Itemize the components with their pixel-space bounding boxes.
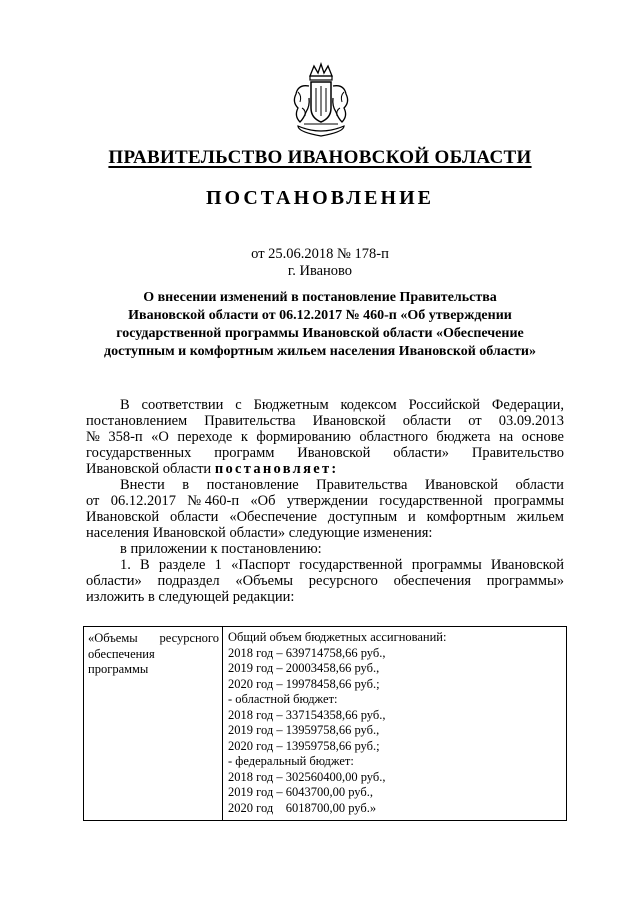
table-value-line: 2020 год – 13959758,66 руб.;: [228, 738, 380, 753]
funding-table: [83, 626, 567, 821]
body-line: области» подраздел «Объемы ресурсного обеспечения программы»: [86, 573, 564, 589]
table-value-cell: [228, 630, 558, 816]
document-city: г. Иваново: [287, 263, 353, 279]
decree-word: постановляет:: [214, 461, 339, 477]
table-value-line: 2020 год – 19978458,66 руб.;: [228, 676, 380, 691]
body-line: Ивановской области «Обеспечение доступным и комфортным жильем: [86, 509, 564, 525]
table-value-line: 2019 год – 13959758,66 руб.,: [228, 723, 380, 737]
document-type: ПОСТАНОВЛЕНИЕ: [206, 187, 434, 209]
body-line: № 358-п «О переходе к формированию областного бюджета на основе: [86, 429, 564, 445]
coat-of-arms-icon: [288, 62, 354, 138]
body-line: населения Ивановской области» следующие изменения:: [86, 525, 433, 541]
body-line: государственных программ Ивановской области» Правительство: [86, 445, 564, 461]
table-label-cell: «Объемы ресурсного обеспечения программы: [88, 631, 219, 676]
body-line: в приложении к постановлению:: [120, 541, 322, 557]
document-heading: [90, 289, 550, 361]
table-value-line: 2018 год – 337154358,66 руб.,: [228, 707, 386, 722]
body-line: В соответствии с Бюджетным кодексом Российской Федерации,: [120, 397, 564, 413]
table-value-line: 2019 год – 6043700,00 руб.,: [228, 785, 373, 799]
document-date-number: от 25.06.2018 № 178-п: [251, 246, 389, 262]
table-value-line: Общий объем бюджетных ассигнований:: [228, 630, 447, 644]
heading-line: доступным и комфортным жильем населения Ивановской области»: [104, 344, 536, 359]
heading-line: Ивановской области от 06.12.2017 № 460-п «Об утверждении: [128, 308, 512, 323]
table-value-line: - областной бюджет:: [228, 692, 338, 706]
body-line: от 06.12.2017 № 460-п «Об утверждении государственной программы: [86, 493, 564, 509]
heading-line: государственной программы Ивановской области «Обеспечение: [116, 326, 524, 341]
document-body: [86, 397, 564, 605]
body-line: Внести в постановление Правительства Ивановской области: [120, 477, 564, 493]
table-value-line: - федеральный бюджет:: [228, 754, 354, 768]
table-value-line: 2018 год – 302560400,00 руб.,: [228, 769, 386, 784]
table-value-line: 2020 год 6018700,00 руб.»: [228, 800, 377, 815]
body-line: изложить в следующей редакции:: [86, 589, 295, 605]
table-value-line: 2018 год – 639714758,66 руб.,: [228, 645, 386, 660]
table-value-line: 2019 год – 20003458,66 руб.,: [228, 661, 380, 675]
heading-line: О внесении изменений в постановление Правительства: [143, 290, 497, 305]
body-line: постановлением Правительства Ивановской области от 03.09.2013: [86, 413, 564, 429]
table-column-divider: [222, 627, 223, 820]
government-name: ПРАВИТЕЛЬСТВО ИВАНОВСКОЙ ОБЛАСТИ: [108, 147, 532, 168]
body-line: 1. В разделе 1 «Паспорт государственной программы Ивановской: [120, 557, 564, 573]
body-line: Ивановской области постановляет:: [86, 461, 339, 477]
